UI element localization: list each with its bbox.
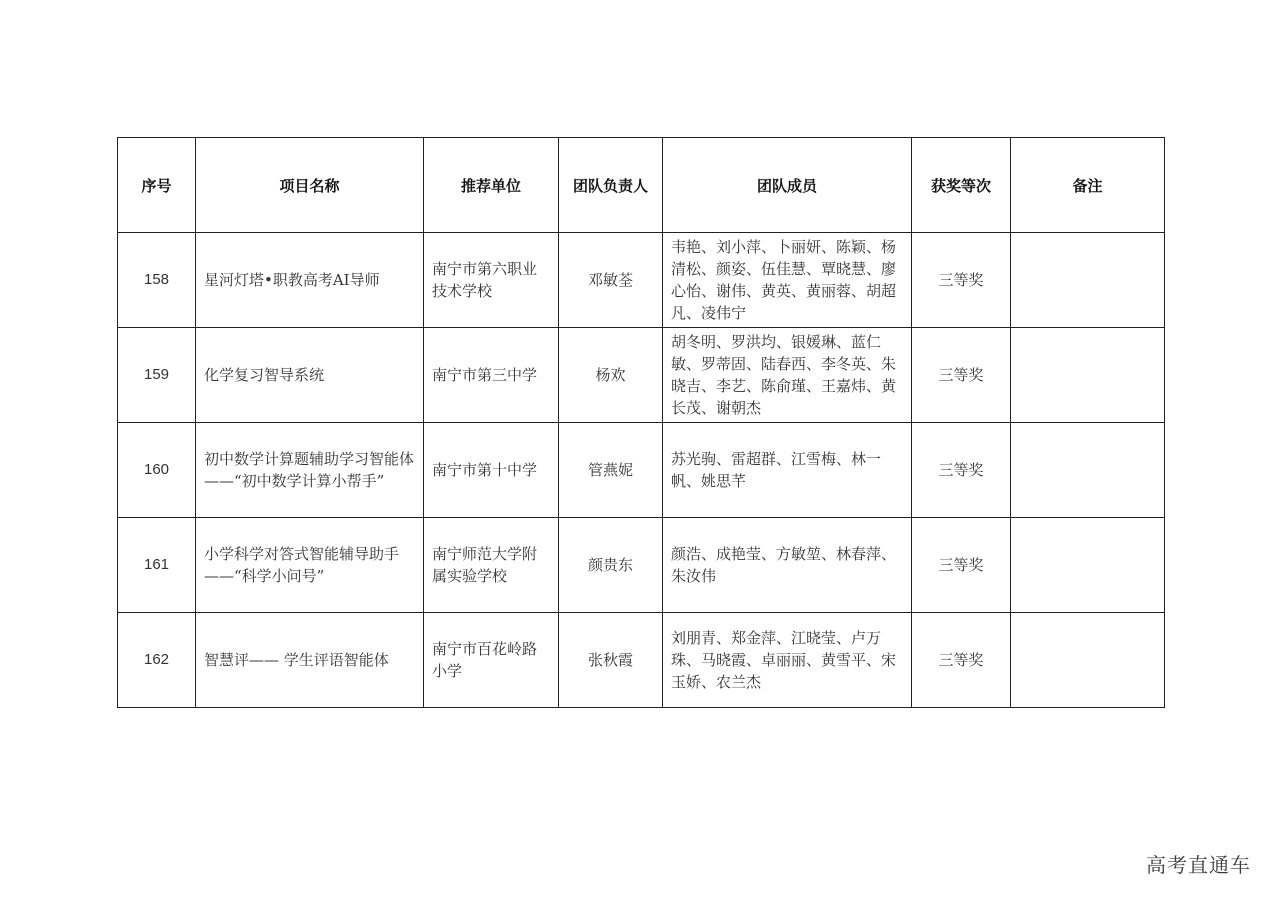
row-members: 刘朋青、郑金萍、江晓莹、卢万珠、马晓霞、卓丽丽、黄雪平、宋玉娇、农兰杰 bbox=[663, 613, 912, 708]
header-row bbox=[118, 138, 1165, 233]
header-team-leader: 团队负责人 bbox=[559, 138, 663, 233]
row-unit: 南宁市第三中学 bbox=[424, 328, 559, 423]
row-unit: 南宁市第十中学 bbox=[424, 423, 559, 518]
row-award: 三等奖 bbox=[912, 613, 1011, 708]
row-remark bbox=[1011, 233, 1165, 328]
row-index: 160 bbox=[118, 423, 196, 518]
header-award-level: 获奖等次 bbox=[912, 138, 1011, 233]
row-index: 159 bbox=[118, 328, 196, 423]
table-row bbox=[118, 518, 1165, 613]
row-project-name: 化学复习智导系统 bbox=[196, 328, 424, 423]
row-index: 162 bbox=[118, 613, 196, 708]
row-remark bbox=[1011, 423, 1165, 518]
row-project-name: 星河灯塔•职教高考AI导师 bbox=[196, 233, 424, 328]
row-project-name: 智慧评—— 学生评语智能体 bbox=[196, 613, 424, 708]
table-row bbox=[118, 328, 1165, 423]
row-leader: 张秋霞 bbox=[559, 613, 663, 708]
header-index: 序号 bbox=[118, 138, 196, 233]
row-award: 三等奖 bbox=[912, 233, 1011, 328]
header-team-members: 团队成员 bbox=[663, 138, 912, 233]
row-remark bbox=[1011, 328, 1165, 423]
row-project-name: 小学科学对答式智能辅导助手——“科学小问号” bbox=[196, 518, 424, 613]
table-row bbox=[118, 423, 1165, 518]
header-project-name: 项目名称 bbox=[196, 138, 424, 233]
header-remarks: 备注 bbox=[1011, 138, 1165, 233]
row-remark bbox=[1011, 518, 1165, 613]
table-row bbox=[118, 613, 1165, 708]
row-unit: 南宁市第六职业技术学校 bbox=[424, 233, 559, 328]
row-unit: 南宁师范大学附属实验学校 bbox=[424, 518, 559, 613]
row-leader: 颜贵东 bbox=[559, 518, 663, 613]
row-members: 苏光驹、雷超群、江雪梅、林一帆、姚思芊 bbox=[663, 423, 912, 518]
row-award: 三等奖 bbox=[912, 518, 1011, 613]
row-members: 颜浩、成艳莹、方敏堃、林春萍、朱汝伟 bbox=[663, 518, 912, 613]
row-award: 三等奖 bbox=[912, 423, 1011, 518]
row-index: 161 bbox=[118, 518, 196, 613]
row-members: 胡冬明、罗洪均、银媛琳、蓝仁敏、罗蒂固、陆春西、李冬英、朱晓吉、李艺、陈俞瑾、王嘉炜、黄长茂、谢朝杰 bbox=[663, 328, 912, 423]
awards-table bbox=[117, 137, 1165, 708]
row-remark bbox=[1011, 613, 1165, 708]
row-members: 韦艳、刘小萍、卜丽妍、陈颖、杨清松、颜姿、伍佳慧、覃晓慧、廖心怡、谢伟、黄英、黄丽蓉、胡超凡、凌伟宁 bbox=[663, 233, 912, 328]
row-index: 158 bbox=[118, 233, 196, 328]
header-recommending-unit: 推荐单位 bbox=[424, 138, 559, 233]
table-row bbox=[118, 233, 1165, 328]
row-leader: 管燕妮 bbox=[559, 423, 663, 518]
row-award: 三等奖 bbox=[912, 328, 1011, 423]
watermark: 高考直通车 bbox=[1146, 853, 1251, 877]
row-leader: 邓敏荃 bbox=[559, 233, 663, 328]
row-unit: 南宁市百花岭路小学 bbox=[424, 613, 559, 708]
row-project-name: 初中数学计算题辅助学习智能体——“初中数学计算小帮手” bbox=[196, 423, 424, 518]
row-leader: 杨欢 bbox=[559, 328, 663, 423]
